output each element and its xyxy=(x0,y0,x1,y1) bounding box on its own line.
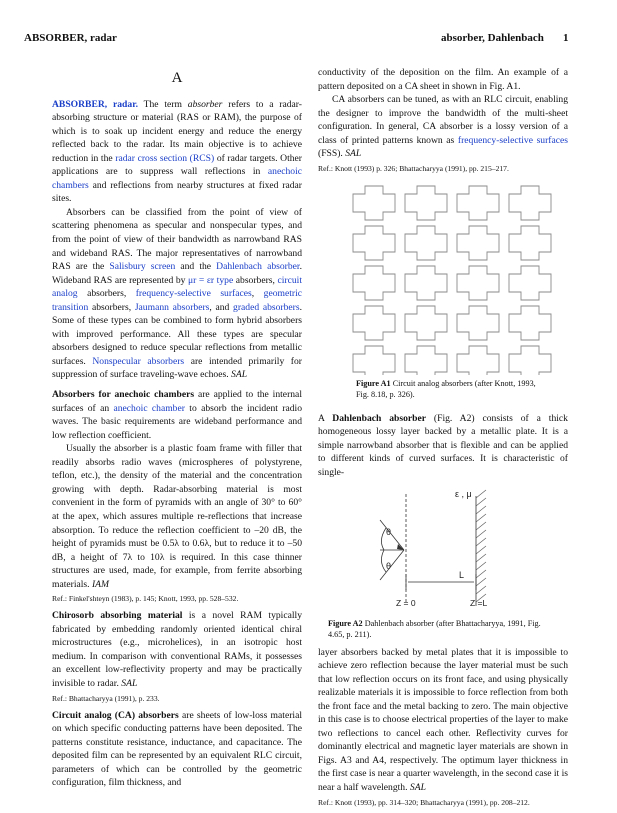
entry-headword: Dahlenbach absorber xyxy=(332,412,427,424)
paragraph: layer absorbers backed by metal plates that it is impossible to achieve zero reflection because the layer material must be such that low reflection occurs on its front face, and using physically realizable materials it is impossible to force reflection from both the front face and the metal backing to zero. The main objective in this case is to choose electrical properties of the layer to make two reflections to cancel each other. Reflectivity curves for dominantly electrical and magnetic layer materials are shown in Figs. A3 and A4, respectively. The optimum layer thickness in the first case is near a quarter wavelength, in the second case it is near a half wavelength. SAL xyxy=(318,646,568,794)
paragraph: Usually the absorber is a plastic foam frame with filler that readily absorbs radio waves (microspheres of polystyrene, teflon, etc.), the density of the material and the concentration growing with depth. Radar-absorbing material is most convenient in the form of pyramids with an angle of 30° to 60° at the apex, which assures multiple re-reflections that increase absorption. To reduce the reflection coefficient to –20 dB, the height of pyramids must be 0.5λ to 0.6λ, but to reduce it to –50 dB, a height of 7λ to 10λ is required. In this case thinner structures are used, made, for example, from ferrite absorbing materials. IAM xyxy=(52,443,302,590)
label-zL: Z =L xyxy=(470,597,488,608)
paragraph: conductivity of the deposition on the film. An example of a pattern deposited on a CA sheet in shown in Fig. A1. xyxy=(318,67,568,92)
hatch-line xyxy=(476,530,486,538)
entry-anechoic-absorbers: Absorbers for anechoic chambers are applied to the internal surfaces of an anechoic chamber to absorb the incident radio waves. The basic requirements are wideband performance and low reflection coefficient. xyxy=(52,389,302,441)
cross-element xyxy=(457,226,499,260)
entry-circuit-analog: Circuit analog (CA) absorbers are sheets of low-loss material on which specific conducting patterns have been deposited. The patterns constitute resistance, inductance, and capacitance. The deposited film can be represented by an equivalent RLC circuit, parameters of which can be controlled by the geometric configuration, film thickness, and xyxy=(52,709,302,789)
link-anechoic-chamber[interactable]: anechoic chamber xyxy=(113,402,185,414)
link-frequency-selective-surfaces[interactable]: frequency-selective surfaces xyxy=(457,134,569,146)
reference: Ref.: Bhattacharyya (1991), p. 233. xyxy=(52,693,160,703)
label-thickness-L: L xyxy=(459,569,465,580)
reflected-ray xyxy=(380,550,404,580)
cross-element xyxy=(353,306,395,340)
page-number: 1 xyxy=(563,32,569,44)
cross-element xyxy=(405,306,447,340)
cross-element xyxy=(509,266,551,300)
link-dahlenbach-absorber[interactable]: Dahlenbach absorber xyxy=(216,261,300,273)
cross-element xyxy=(405,186,447,220)
author-signature: SAL xyxy=(231,369,248,381)
author-signature: IAM xyxy=(91,578,110,590)
label-eps-mu: ε , μ xyxy=(455,488,472,499)
cross-element xyxy=(509,306,551,340)
hatch-line xyxy=(476,522,486,530)
author-signature: SAL xyxy=(121,677,138,689)
hatch-line xyxy=(476,570,486,578)
hatch-line xyxy=(476,562,486,570)
hatch-line xyxy=(476,554,486,562)
section-letter: A xyxy=(171,70,183,86)
link-graded-absorbers[interactable]: graded absorbers xyxy=(233,301,300,313)
entry-chirosorb: Chirosorb absorbing material is a novel RAM typically fabricated by embedding randomly oriented identical chiral microstructures (e.g., microhelices), in an isotropic host medium. In comparison with conventional RAMs, it possesses an excellent low-reflectivity property and may be practically invisible to radar. SAL xyxy=(52,610,302,689)
hatch-line xyxy=(476,586,486,594)
author-signature: SAL xyxy=(345,148,362,160)
hatch-line xyxy=(476,578,486,586)
cross-element xyxy=(457,186,499,220)
paragraph: Absorbers can be classified from the point of view of scattering phenomena as specular and nonspecular types, and from the point of view of their bandwidth as narrowband RAS and wideband RAS. The major representatives of narrowband RAS are the Salisbury screen and the Dahlenbach absorber. Wideband RAS are represented by μr = εr type absorbers, circuit analog absorbers, frequency-selective surfaces, geometric transition absorbers, Jaumann absorbers, and graded absorbers. Some of these types can be combined to form hybrid absorbers with improved performance. All these types are specular absorbers designed to reduce specular reflections from metallic surfaces. Nonspecular absorbers are intended primarily for suppression of surface traveling-wave echoes. SAL xyxy=(52,206,302,381)
label-theta-1: θ xyxy=(386,526,392,537)
link-radar-cross-section[interactable]: radar cross section (RCS) xyxy=(115,152,215,164)
cross-element xyxy=(353,266,395,300)
link-frequency-selective-surfaces[interactable]: frequency-selective surfaces xyxy=(135,288,252,300)
cross-element xyxy=(405,266,447,300)
link-salisbury-screen[interactable]: Salisbury screen xyxy=(109,261,176,273)
cross-element xyxy=(405,226,447,260)
entry-headword: Circuit analog (CA) absorbers xyxy=(52,709,179,721)
reference: Ref.: Finkel'shteyn (1983), p. 145; Knott, 1993, pp. 528–532. xyxy=(52,594,239,604)
cross-element xyxy=(509,346,551,375)
running-header-right: absorber, Dahlenbach xyxy=(441,32,544,44)
link-jaumann-absorbers[interactable]: Jaumann absorbers xyxy=(134,301,210,313)
hatch-line xyxy=(476,514,486,522)
running-header-left: ABSORBER, radar xyxy=(24,32,117,44)
metal-hatching xyxy=(476,490,486,602)
arrowhead-incident xyxy=(397,544,404,550)
incident-ray xyxy=(380,520,404,550)
cross-element xyxy=(353,226,395,260)
entry-headword: Absorbers for anechoic chambers xyxy=(52,389,195,401)
reference: Ref.: Knott (1993) p. 326; Bhattacharyya (1991), pp. 215–217. xyxy=(318,163,509,173)
entry-headword: ABSORBER, radar. xyxy=(52,98,138,110)
label-z0: Z = 0 xyxy=(396,597,416,608)
label-theta-2: θ xyxy=(386,560,392,571)
cross-element xyxy=(509,226,551,260)
link-geometric-transition[interactable]: geometric transition xyxy=(52,288,302,313)
right-column xyxy=(318,66,568,813)
link-nonspecular-absorbers[interactable]: Nonspecular absorbers xyxy=(92,355,185,367)
left-column xyxy=(52,66,302,790)
hatch-line xyxy=(476,506,486,514)
hatch-line xyxy=(476,538,486,546)
cross-element xyxy=(457,306,499,340)
hatch-line xyxy=(476,498,486,506)
cross-pattern-grid xyxy=(353,186,551,375)
entry-headword: Chirosorb absorbing material xyxy=(52,610,183,622)
cross-element xyxy=(353,346,395,375)
paragraph: CA absorbers can be tuned, as with an RLC circuit, enabling the designer to improve the bandwidth of the multi-sheet configuration. In general, CA absorber is a lossy version of a class of printed patterns known as frequency-selective surfaces (FSS). SAL xyxy=(318,94,569,160)
cross-element xyxy=(509,186,551,220)
link-circuit-analog[interactable]: circuit analog xyxy=(52,274,302,300)
reference: Ref.: Knott (1993), pp. 314–320; Bhattacharyya (1991), pp. 208–212. xyxy=(318,797,530,807)
figure-a1-cross-pattern xyxy=(318,179,568,375)
cross-element xyxy=(405,346,447,375)
hatch-line xyxy=(476,546,486,554)
link-anechoic-chambers[interactable]: anechoic chambers xyxy=(52,166,302,191)
entry-dahlenbach: A Dahlenbach absorber (Fig. A2) consists of a thick homogeneous lossy layer backed by a metallic plate. It is a simple narrowband absorber that is flexible and can be applied to different kinds of curved surfaces. It is characteristic of single- xyxy=(318,412,568,479)
hatch-line xyxy=(476,490,486,498)
cross-element xyxy=(457,266,499,300)
link-mu-eps-type[interactable]: μr = εr type xyxy=(188,274,234,286)
cross-element xyxy=(353,186,395,220)
entry-absorber-radar: ABSORBER, radar. The term absorber refers to a radar-absorbing structure or material (RAS or RAM), the purpose of which is to soak up incident energy and reduce the energy reflected back to the radar. Its main objective is to achieve reduction in the radar cross section (RCS) of radar targets. Other applications are to suppress wall reflections in anechoic chambers and reflections from nearby structures at fixed radar sites. xyxy=(52,98,302,205)
figure-a2-dahlenbach-diagram xyxy=(318,484,568,614)
cross-element xyxy=(457,346,499,375)
figure-a2-caption: Figure A2 Dahlenbach absorber (after Bhattacharyya, 1991, Fig. 4.65, p. 211). xyxy=(328,618,541,639)
figure-a1-caption: Figure A1 Circuit analog absorbers (after Knott, 1993, Fig. 8.18, p. 326). xyxy=(356,378,536,399)
author-signature: SAL xyxy=(409,782,426,794)
